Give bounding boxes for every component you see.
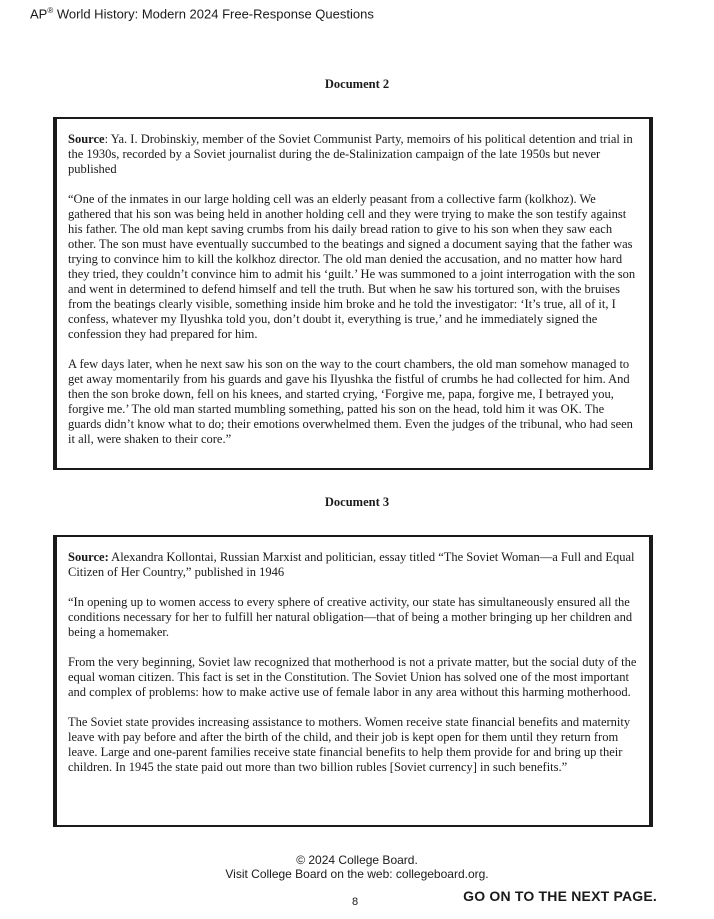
document-3-box <box>53 535 653 827</box>
header-title-prefix: AP <box>30 6 48 22</box>
document-2-paragraph-1: “One of the inmates in our large holding cell was an elderly peasant from a collective farm (kolkhoz). We gathered that his son was being held in another holding cell and they were trying to make the son testify against his father. The old man kept saving crumbs from his daily bread ration to give to his son when they saw each other. The son must have eventually succumbed to the beatings and signed a document saying that the father was trying to convince him to kill the kolkhoz director. The old man denied the accusation, and no matter how hard they tried, they couldn’t convince him to admit his ‘guilt.’ He was summoned to a joint interrogation with the son and went in determined to defend himself and tell the truth. But when he saw his tortured son, with the bruises from the beatings clearly visible, something inside him broke and he told the investigator: ‘It’s true, all of it, I confess, whatever my Ilyushka told you, don’t doubt it, everything is true,’ and he immediately signed the confession they had prepared for him. <box>68 192 636 341</box>
running-header <box>30 6 374 21</box>
document-3-paragraph-3: The Soviet state provides increasing assistance to mothers. Women receive state financial benefits and maternity leave with pay before and after the birth of the child, and their job is kept open for them until they return from leave. Large and one-parent families receive state financial benefits to help them provide for and bring up their children. In 1945 the state paid out more than two billion rubles [Soviet currency] in such benefits.” <box>68 715 631 774</box>
document-2-heading: Document 2 <box>324 77 390 91</box>
next-page-note: GO ON TO THE NEXT PAGE. <box>463 888 657 904</box>
document-2-paragraph-2: A few days later, when he next saw his son on the way to the court chambers, the old man somehow managed to get away momentarily from his guards and gave his Ilyushka the fistful of crumbs he had collected for him. And then the son broke down, fell on his knees, and started crying, ‘Forgive me, papa, forgive me, I betrayed you, forgive me.’ The old man started mumbling something, patted his son on the head, told him it was OK. The guards didn’t know what to do; their emotions overwhelmed them. Even the judges of the tribunal, who had seen it all, were shaken to their core.” <box>68 357 633 446</box>
document-3-paragraph-2: From the very beginning, Soviet law recognized that motherhood is not a private matter, but the social duty of the equal woman citizen. This fact is set in the Constitution. The Soviet Union has solved one of the most important and complex of problems: how to make active use of female labor in any area without this harming motherhood. <box>68 655 637 699</box>
document-2-box <box>53 117 653 470</box>
source-label: Source: <box>68 550 109 564</box>
page-number: 8 <box>352 896 359 908</box>
document-3-heading: Document 3 <box>324 495 390 509</box>
source-text: Alexandra Kollontai, Russian Marxist and politician, essay titled “The Soviet Woman—a Full and Equal Citizen of Her Country,” published in 1946 <box>68 550 635 579</box>
document-2-source <box>68 132 637 177</box>
footer-visit-link[interactable]: Visit College Board on the web: collegeboard.org. <box>225 867 489 881</box>
document-3-source <box>68 550 637 580</box>
source-text: : Ya. I. Drobinskiy, member of the Soviet Communist Party, memoirs of his political detention and trial in the 1930s, recorded by a Soviet journalist during the de-Stalinization campaign of the late 1950s but never published <box>68 132 633 176</box>
document-3-paragraph-1: “In opening up to women access to every sphere of creative activity, our state has simultaneously ensured all the conditions necessary for her to fulfill her natural obligation—that of being a mother bringing up her children and being a homemaker. <box>68 595 633 639</box>
header-title-suffix: World History: Modern 2024 Free-Response Questions <box>53 6 374 22</box>
source-label: Source <box>68 132 105 146</box>
registered-mark: ® <box>47 6 54 15</box>
footer-copyright: © 2024 College Board. <box>296 853 418 867</box>
